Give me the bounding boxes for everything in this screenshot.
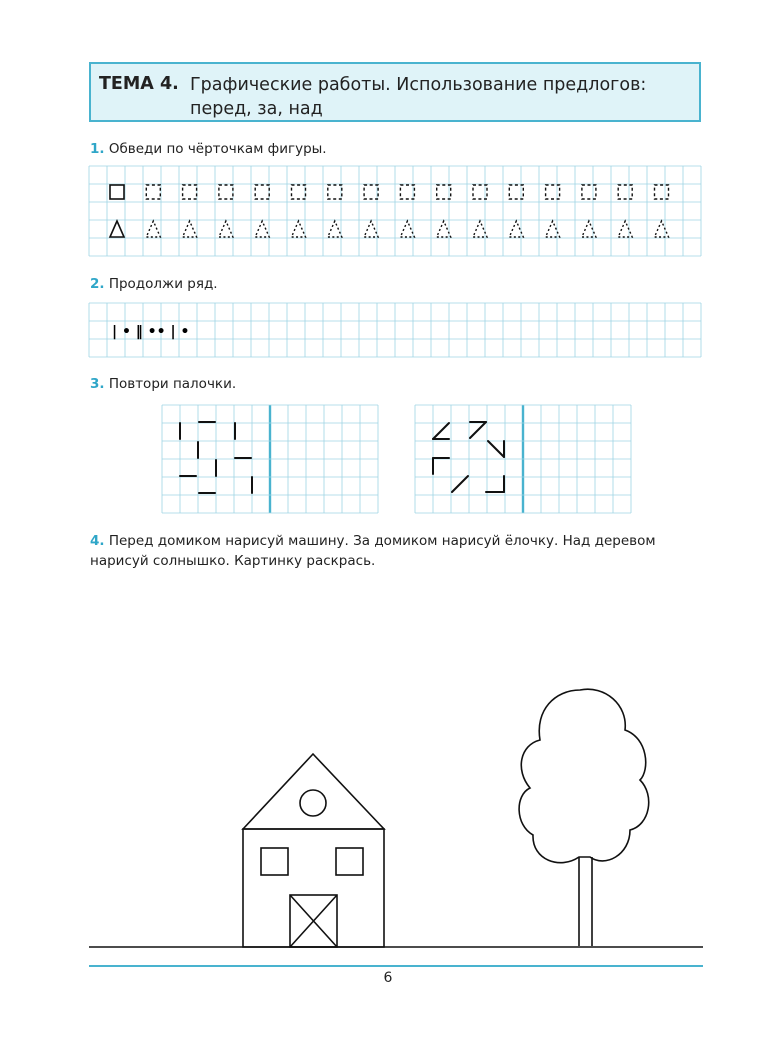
- tree-crown: [519, 689, 649, 862]
- dashed-square: [655, 185, 669, 199]
- page-number: 6: [383, 970, 393, 986]
- dashed-square: [219, 185, 233, 199]
- task-number: 2.: [90, 276, 105, 292]
- solid-square: [110, 185, 124, 199]
- house-drawing: [243, 754, 384, 947]
- task-text: Перед домиком нарисуй машину. За домиком нарисуй ёлочку. Над деревом нарисуй солнышко. Картинку раскрась.: [90, 533, 656, 569]
- tree-trunk: [579, 857, 592, 946]
- task-number: 3.: [90, 376, 105, 392]
- tree-drawing: [519, 689, 649, 946]
- dashed-square: [183, 185, 197, 199]
- task-1-grid: [89, 166, 701, 256]
- house-window-left: [261, 848, 288, 875]
- house-round-window: [300, 790, 326, 816]
- dashed-square: [328, 185, 342, 199]
- dotted-triangle: [618, 221, 632, 237]
- dotted-triangle: [400, 221, 414, 237]
- task-text: Повтори палочки.: [108, 376, 237, 392]
- dashed-square: [618, 185, 632, 199]
- dotted-triangle: [546, 221, 560, 237]
- topic-title: Графические работы. Использование предлогов: перед, за, над: [190, 75, 647, 119]
- dashed-square: [400, 185, 414, 199]
- dotted-triangle: [364, 221, 378, 237]
- task-text: Обведи по чёрточкам фигуры.: [108, 141, 327, 157]
- task-number: 1.: [90, 141, 105, 157]
- task-2-pattern: | • ‖ •• | •: [112, 324, 190, 340]
- dashed-square: [582, 185, 596, 199]
- dotted-triangle: [582, 221, 596, 237]
- topic-label: ТЕМА 4.: [99, 74, 179, 94]
- dotted-triangle: [255, 221, 269, 237]
- dashed-square: [255, 185, 269, 199]
- house-wall: [243, 829, 384, 947]
- task-text: Продолжи ряд.: [108, 276, 218, 292]
- task-3-grid-left: [162, 405, 378, 513]
- dashed-square: [546, 185, 560, 199]
- solid-triangle: [110, 221, 124, 237]
- dashed-square: [146, 185, 160, 199]
- dotted-triangle: [146, 221, 160, 237]
- dotted-triangle: [183, 221, 197, 237]
- house-window-right: [336, 848, 363, 875]
- task-3-sticks-right: [433, 422, 504, 492]
- dashed-square: [292, 185, 306, 199]
- dotted-triangle: [219, 221, 233, 237]
- dotted-triangle: [328, 221, 342, 237]
- dotted-triangle: [655, 221, 669, 237]
- task-number: 4.: [90, 533, 105, 549]
- dashed-square: [364, 185, 378, 199]
- house-roof: [243, 754, 384, 829]
- task-1-shapes: [110, 185, 669, 237]
- dotted-triangle: [292, 221, 306, 237]
